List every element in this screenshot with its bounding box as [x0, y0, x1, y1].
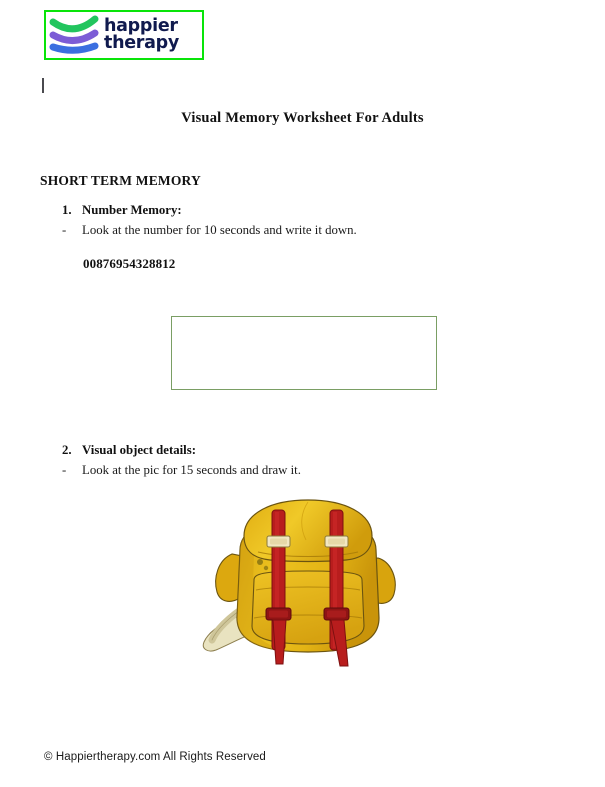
task-2-title: Visual object details: — [82, 443, 196, 457]
logo-wordmark — [104, 18, 179, 52]
footer-copyright: © Happiertherapy.com All Rights Reserved — [44, 751, 266, 763]
section-heading-short-term-memory: SHORT TERM MEMORY — [40, 173, 201, 188]
task-2-heading — [62, 443, 301, 458]
answer-box[interactable] — [171, 316, 437, 390]
task-1-instruction: Look at the number for 10 seconds and write it down. — [82, 223, 357, 237]
task-1-heading — [62, 203, 357, 218]
task-1-instruction-row — [62, 223, 357, 238]
happier-therapy-logo — [44, 10, 204, 60]
page-title: Visual Memory Worksheet For Adults — [181, 110, 424, 126]
task-number-memory — [62, 203, 357, 238]
logo-word-happier: happier — [104, 16, 178, 36]
backpack-illustration — [196, 492, 421, 672]
task-2-bullet: - — [62, 463, 67, 477]
task-2-instruction: Look at the pic for 15 seconds and draw it. — [82, 463, 301, 477]
task-2-instruction-row — [62, 463, 301, 478]
logo-waves-icon — [48, 13, 100, 57]
task-1-bullet: - — [62, 223, 67, 237]
number-sequence-value: 00876954328812 — [83, 256, 176, 271]
task-2-number: 2. — [62, 443, 72, 457]
text-cursor-caret — [42, 78, 44, 93]
task-1-title: Number Memory: — [82, 203, 182, 217]
logo-word-therapy: therapy — [104, 33, 179, 53]
task-1-number: 1. — [62, 203, 72, 217]
task-visual-object-details — [62, 443, 301, 478]
